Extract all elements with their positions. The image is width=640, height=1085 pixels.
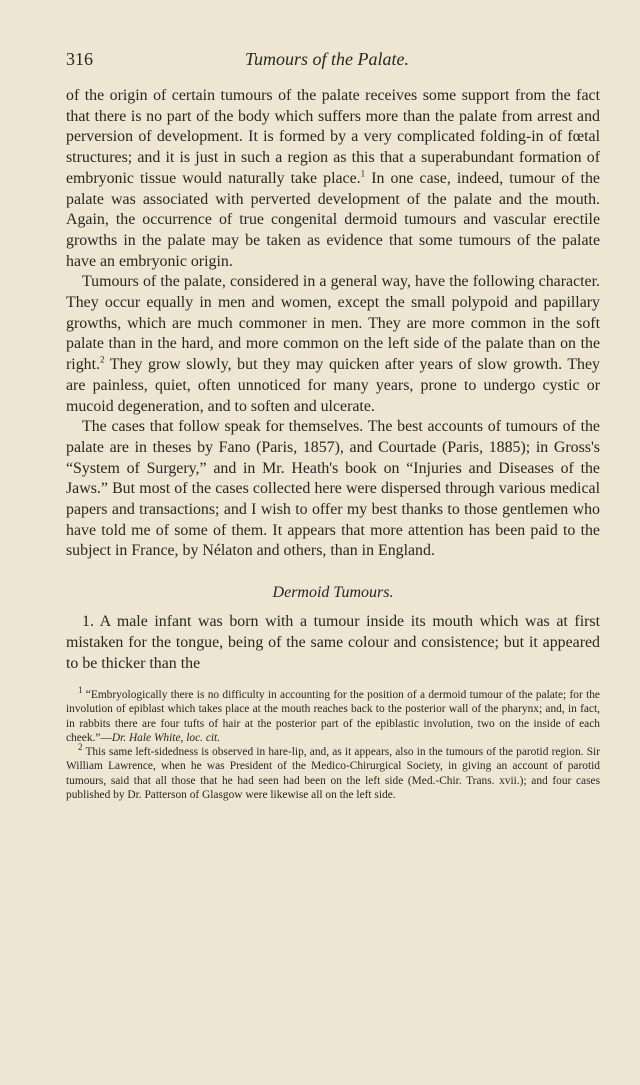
page-number: 316	[66, 49, 93, 69]
paragraph-2	[66, 272, 600, 417]
case-paragraph: 1. A male infant was born with a tumour inside its mouth which was at first mistaken for the tongue, being of the same colour and consistence; but it appeared to be thicker than the	[66, 613, 600, 672]
footnote-2	[66, 742, 600, 802]
paragraph-text: In one case, indeed, tumour of the palate was associated with perverted development of the palate and the mouth. Again, the occurrence of true congenital dermoid tumours and vascular erectile growths in the palate may be taken as evidence that some tumours of the palate have an embryonic origin.	[66, 169, 600, 270]
footnote-ref: 2	[100, 354, 105, 365]
footnote-marker: 2	[78, 742, 83, 753]
paragraph-text: of the origin of certain tumours of the palate receives some support from the fact that there is no part of the body which suffers more than the palate from arrest and perversion of development. It is formed by a very complicated folding-in of fœtal structures; and it is just in such a region as this that a superabundant formation of embryonic tissue would naturally take place.	[66, 87, 600, 187]
footnote-text: “Embryologically there is no difficulty in accounting for the position of a dermoid tumour of the palate; for the involution of epiblast which takes place at the mouth reaches back to the posterior wall of the pharynx; and, in fact, in rabbits there are four tufts of hair at the posterior part of the epiblastic involution, two on the inside of each cheek.”—	[66, 689, 600, 744]
paragraph-text: They grow slowly, but they may quicken after years of slow growth. They are painless, quiet, often unnoticed for many years, prone to undergo cystic or mucoid degeneration, and to soften and ulcerate.	[66, 356, 600, 415]
footnote-ref: 1	[360, 168, 366, 179]
paragraph-text: Tumours of the palate, considered in a general way, have the following character. They occur equally in men and women, except the small polypoid and papillary growths, which are much commoner in men. They are more common in the soft palate than in the hard, and more common on the left side of the palate than on the right.	[66, 273, 600, 374]
footnote-marker: 1	[78, 685, 83, 696]
footnotes	[66, 685, 600, 802]
paragraph-3: The cases that follow speak for themselves. The best accounts of tumours of the palate are in theses by Fano (Paris, 1857), and Courtade (Paris, 1885); in Gross's “System of Surgery,” and in Mr. Heath's book on “Injuries and Diseases of the Jaws.” But most of the cases collected here were dispersed through various medical papers and transactions; and I wish to offer my best thanks to those gentlemen who have told me of some of them. It appears that more attention has been paid to the subject in France, by Nélaton and others, than in England.	[66, 418, 600, 560]
footnote-1	[66, 685, 600, 745]
running-head	[66, 48, 600, 70]
running-title: Tumours of the Palate.	[244, 49, 409, 69]
footnote-text: This same left-sidedness is observed in hare-lip, and, as it appears, also in the tumours of the parotid region. Sir William Lawrence, when he was President of the Medico-Chirurgical Society, in giving an account of parotid tumours, said that all those that he had seen had been on the left side (Med.-Chir. Trans. xvii.); and four cases published by Dr. Patterson of Glasgow were likewise all on the left side.	[66, 746, 600, 801]
body-text	[66, 86, 600, 674]
paragraph-1	[66, 86, 600, 272]
section-heading: Dermoid Tumours.	[272, 584, 394, 602]
footnote-citation: Dr. Hale White, loc. cit.	[111, 731, 221, 744]
